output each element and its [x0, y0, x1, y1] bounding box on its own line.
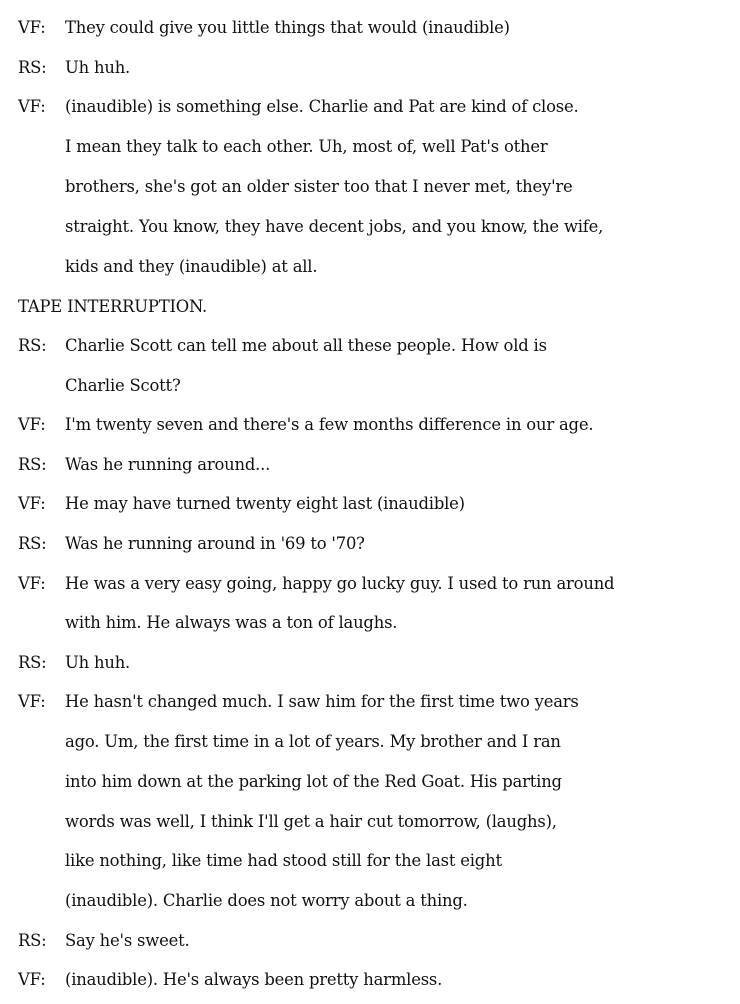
dialogue-line: words was well, I think I'll get a hair cut tomorrow, (laughs), [65, 812, 557, 831]
dialogue-line: Say he's sweet. [65, 931, 190, 950]
speaker-label: RS: [18, 455, 47, 474]
dialogue-line: brothers, she's got an older sister too that I never met, they're [65, 177, 573, 196]
speaker-label: RS: [18, 931, 47, 950]
speaker-label: VF: [18, 97, 46, 116]
speaker-label: VF: [18, 415, 46, 434]
dialogue-line: (inaudible). He's always been pretty harmless. [65, 970, 443, 989]
dialogue-line: Was he running around... [65, 455, 271, 474]
dialogue-line: He was a very easy going, happy go lucky guy. I used to run around [65, 574, 615, 593]
dialogue-line: straight. You know, they have decent jobs, and you know, the wife, [65, 217, 604, 236]
dialogue-line: Charlie Scott can tell me about all these people. How old is [65, 336, 547, 355]
dialogue-line: He hasn't changed much. I saw him for the first time two years [65, 692, 579, 711]
speaker-label: VF: [18, 970, 46, 989]
dialogue-line: ago. Um, the first time in a lot of years. My brother and I ran [65, 732, 561, 751]
speaker-label: VF: [18, 494, 46, 513]
dialogue-line: Was he running around in '69 to '70? [65, 534, 365, 553]
dialogue-line: (inaudible) is something else. Charlie and Pat are kind of close. [65, 97, 579, 116]
dialogue-line: kids and they (inaudible) at all. [65, 257, 318, 276]
speaker-label: VF: [18, 574, 46, 593]
dialogue-line: (inaudible). Charlie does not worry about a thing. [65, 891, 468, 910]
dialogue-line: Uh huh. [65, 58, 131, 77]
speaker-label: VF: [18, 692, 46, 711]
dialogue-line: Uh huh. [65, 653, 131, 672]
dialogue-line: They could give you little things that would (inaudible) [65, 18, 510, 37]
dialogue-line: I mean they talk to each other. Uh, most of, well Pat's other [65, 137, 548, 156]
dialogue-line: I'm twenty seven and there's a few months difference in our age. [65, 415, 594, 434]
dialogue-line: like nothing, like time had stood still for the last eight [65, 851, 502, 870]
speaker-label: RS: [18, 336, 47, 355]
tape-interruption-note: TAPE INTERRUPTION. [18, 297, 208, 316]
dialogue-line: He may have turned twenty eight last (inaudible) [65, 494, 465, 513]
speaker-label: RS: [18, 653, 47, 672]
dialogue-line: into him down at the parking lot of the Red Goat. His parting [65, 772, 562, 791]
speaker-label: RS: [18, 58, 47, 77]
dialogue-line: Charlie Scott? [65, 376, 181, 395]
speaker-label: RS: [18, 534, 47, 553]
speaker-label: VF: [18, 18, 46, 37]
dialogue-line: with him. He always was a ton of laughs. [65, 613, 398, 632]
